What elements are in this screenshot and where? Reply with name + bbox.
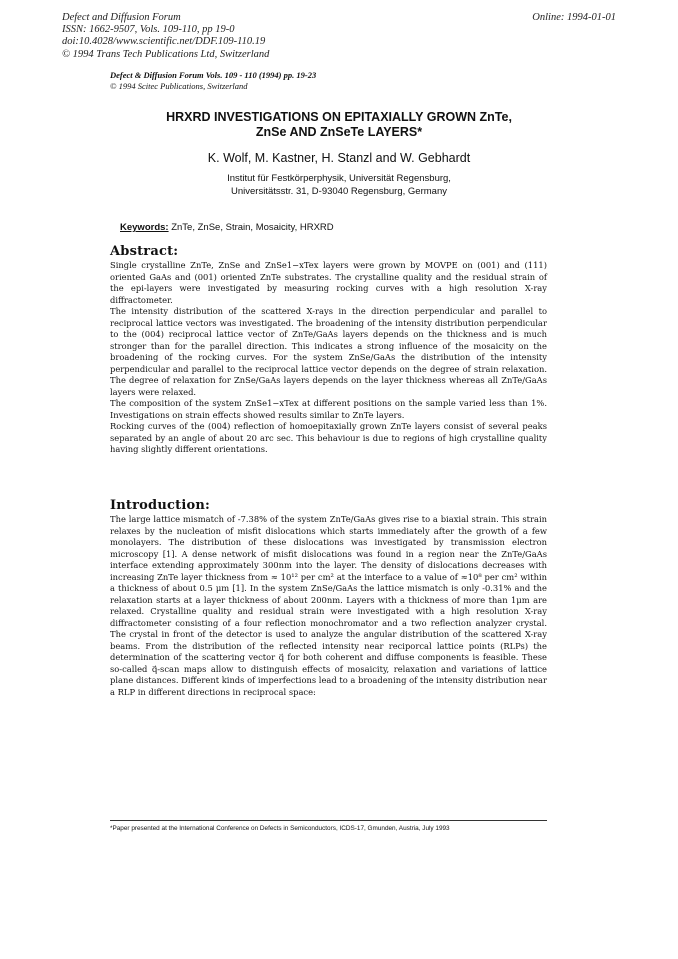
affiliation-line-2: Universitätsstr. 31, D-93040 Regensburg, Germany [231, 186, 447, 197]
title-line-2: ZnSe AND ZnSeTe LAYERS* [255, 125, 423, 139]
doi-link[interactable]: doi:10.4028/www.scientific.net/DDF.109-110.19 [62, 36, 266, 48]
abstract-heading: Abstract: [110, 244, 179, 259]
affiliation-line-1: Institut für Festkörperphysik, Universität Regensburg, [227, 173, 451, 184]
introduction-heading: Introduction: [110, 498, 210, 513]
publisher-header [62, 12, 269, 61]
introduction-paragraph: The large lattice mismatch of -7.38% of the system ZnTe/GaAs gives rise to a biaxial strain. This strain relaxes by the nucleation of misfit dislocations which starts immediately after the growth of a few monolayers. The distribution of these dislocations was investigated by transmission electron microscopy [1]. A dense network of misfit dislocations was found in a region near the ZnTe/GaAs interface extending approximately 300nm into the layer. The density of dislocations decreases with increasing ZnTe layer thickness from ≈ 10¹² per cm² at the interface to a value of ≈10⁸ per cm² within a thickness of about 0.5 μm [1]. In the system ZnSe/GaAs the lattice mismatch is only -0.31% and the relaxation starts at a layer thickness of about 200nm. Layers with a thickness of more than 1μm are relaxed. Crystalline quality and residual strain were investigated with a high resolution X-ray diffractometer consisting of a four reflection monochromator and a two reflection analyzer crystal. The crystal in front of the detector is used to analyze the angular distribution of the scattered X-ray beams. From the distribution of the reflected intensity near reciporcal lattice points (RLPs) the determination of the scattering vector q⃗ for both coherent and diffuse components is feasible. These so-called q⃗-scan maps allow to distinguish effects of mosaicity, relaxation and variations of lattice plane distances. Different kinds of imperfections lead to a broadening of the intensity distribution near a RLP in different directions in reciprocal space: [110, 514, 547, 697]
footnote: *Paper presented at the International Conference on Defects in Semiconductors, ICDS-17, Gmunden, Austria, July 1993 [110, 825, 450, 832]
issn-line: ISSN: 1662-9507, Vols. 109-110, pp 19-0 [62, 24, 235, 36]
online-date: Online: 1994-01-01 [532, 12, 616, 23]
copyright-line: © 1994 Trans Tech Publications Ltd, Switzerland [62, 48, 270, 60]
keywords-label: Keywords: [120, 222, 169, 233]
abstract-paragraph: The composition of the system ZnSe1−xTex at different positions on the sample varied less than 1%. Investigations on strain effects showed results similar to ZnTe layers. [110, 398, 547, 420]
journal-reference [110, 70, 316, 92]
footnote-rule [110, 820, 547, 821]
journal-name: Defect and Diffusion Forum [62, 12, 181, 23]
affiliation [0, 172, 678, 198]
introduction-body [110, 514, 547, 698]
abstract-body [110, 260, 547, 456]
keywords-text: ZnTe, ZnSe, Strain, Mosaicity, HRXRD [168, 222, 334, 233]
abstract-paragraph: The intensity distribution of the scattered X-rays in the direction perpendicular and parallel to reciprocal lattice vectors was investigated. The broadening of the intensity distribution perpendicular to the (004) reciprocal lattice vector of ZnTe/GaAs layers depends on the thickness and is much stronger than for the parallel direction. This indicates a strong influence of the mosaicity on the broadening of the rocking curves. For the system ZnSe/GaAs the distribution of the intensity perpendicular and parallel to the reciprocal lattice vector depends on the degree of strain relaxation. The degree of relaxation for ZnSe/GaAs layers depends on the layer thickness whereas all ZnTe/GaAs layers were relaxed. [110, 306, 547, 397]
authors: K. Wolf, M. Kastner, H. Stanzl and W. Gebhardt [207, 151, 471, 165]
abstract-paragraph: Single crystalline ZnTe, ZnSe and ZnSe1−xTex layers were grown by MOVPE on (001) and (111) oriented GaAs and (001) oriented ZnTe substrates. The crystalline quality and the residual strain of the epi-layers were investigated by measuring rocking curves with a high resolution X-ray diffractometer. [110, 260, 547, 305]
journal-ref-copyright: © 1994 Scitec Publications, Switzerland [110, 81, 248, 91]
abstract-paragraph: Rocking curves of the (004) reflection of homoepitaxially grown ZnTe layers consist of several peaks separated by an angle of about 20 arc sec. This behaviour is due to regions of high crystalline quality having slightly different orientations. [110, 421, 547, 454]
paper-title [0, 110, 678, 140]
journal-ref-line: Defect & Diffusion Forum Vols. 109 - 110 (1994) pp. 19-23 [110, 70, 317, 80]
keywords [120, 222, 334, 233]
title-line-1: HRXRD INVESTIGATIONS ON EPITAXIALLY GROWN ZnTe, [166, 110, 512, 124]
